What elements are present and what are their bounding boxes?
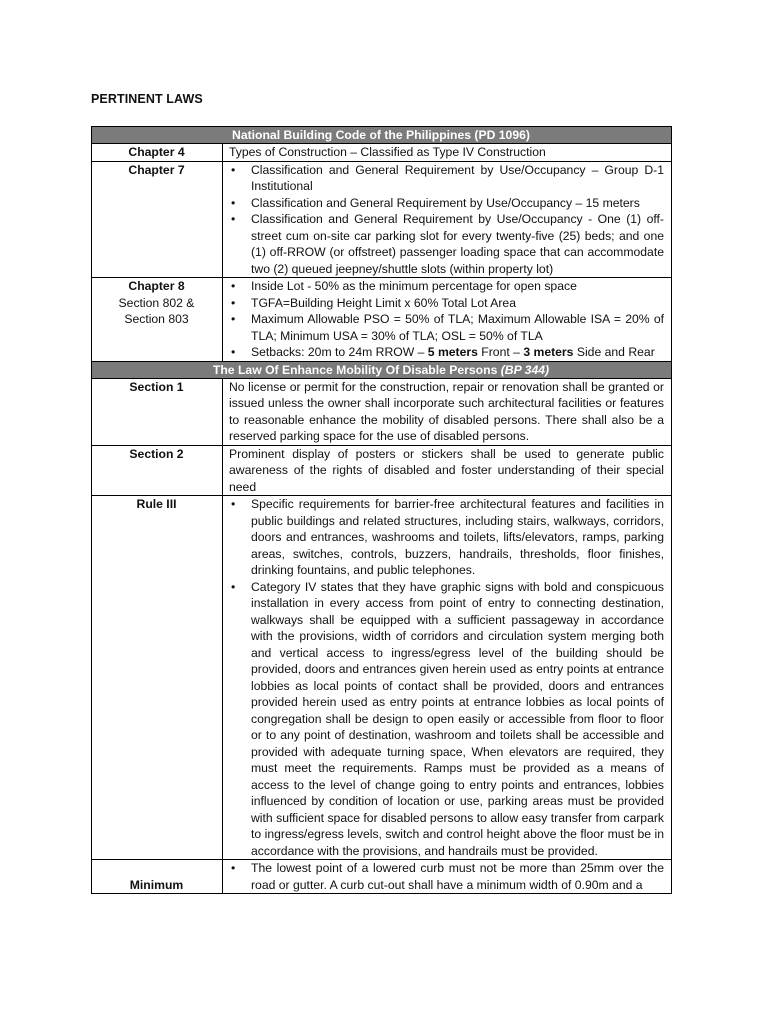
section1-text: No license or permit for the construction, repair or renovation shall be granted or issued unless the owner shall incorporate such architectural facilities or features to reasonable enhance the mobility of disabled persons. There shall also be a reserved parking space for the use of disabled persons. (223, 378, 672, 445)
rule3-content (223, 496, 672, 860)
setbacks-side: 3 meters (523, 345, 574, 359)
table-row (92, 445, 672, 496)
list-item: • Classification and General Requirement by Use/Occupancy – 15 meters (251, 195, 664, 212)
bp344-title-cell (92, 361, 672, 378)
chapter8-content (223, 278, 672, 362)
chapter7-content (223, 161, 672, 278)
section2-label (92, 445, 223, 496)
list-item: • The lowest point of a lowered curb must not be more than 25mm over the road or gutter. A curb cut-out shall have a minimum width of 0.90m and a (251, 860, 664, 893)
table-row (92, 144, 672, 162)
table-row (92, 496, 672, 860)
setbacks-item (251, 344, 664, 361)
pertinent-laws-table (91, 126, 672, 894)
bp344-header-row (92, 361, 672, 378)
row-label: Section 2 (129, 446, 184, 461)
list-item: • Category IV states that they have graphic signs with bold and conspicuous installation in every access from point of entry to connecting destination, walkways shall be equipped with a sufficient passageway in accordance with the provisions, width of corridors and circulation system merging both and vertical access to ingress/egress level of the building should be provided, doors and entrances given herein used as entry points at entrance lobbies as local points of contact shall be provided, doors and entrances provided herein used as entry points at entrance lobbies as local points of congregation shall be design to open easily or accessible from floor to floor or to any point of destination, washroom and toilets shall be accessible and provided with adequate turning space, When elevators are required, they must meet the requirements. Ramps must be provided as a means of access to the level of change going to entry points and entrances, lobbies influenced by condition of location or use, parking areas must be provided with sufficient space for disabled persons to allow easy transfer from carpark to ingress/egress levels, switch and control height above the floor must be in accordance with the provisions, and handrails must be provided. (251, 579, 664, 860)
table-row (92, 860, 672, 894)
chapter8-label (92, 278, 223, 362)
row-label: Rule III (136, 497, 177, 511)
list-item: • Inside Lot - 50% as the minimum percentage for open space (251, 278, 664, 295)
section1-label (92, 378, 223, 445)
chapter4-text: Types of Construction – Classified as Type IV Construction (223, 144, 672, 162)
list-item: • Specific requirements for barrier-free architectural features and facilities in public buildings and related structures, including stairs, walkways, corridors, doors and entrances, washrooms and toilets, lifts/elevators, ramps, parking areas, switches, controls, buzzers, handrails, thresholds, floor finishes, drinking fountains, and public telephones. (251, 496, 664, 579)
setbacks-front: 5 meters (427, 345, 478, 359)
row-label: Chapter 7 (128, 162, 185, 177)
setbacks-prefix: Setbacks: 20m to 24m RROW – (251, 345, 428, 359)
row-label: Section 1 (129, 379, 184, 394)
list-item: • Maximum Allowable PSO = 50% of TLA; Maximum Allowable ISA = 20% of TLA; Minimum USA = 30% of TLA; OSL = 50% of TLA (251, 311, 664, 344)
section2-text: Prominent display of posters or stickers shall be used to generate public awareness of the rights of disabled and foster understanding of their special need (223, 445, 672, 496)
table-row (92, 278, 672, 362)
list-item: • Classification and General Requirement by Use/Occupancy - One (1) off-street cum on-site car parking slot for every twenty-five (25) beds; and one (1) off-RROW (or offstreet) passenger loading space that can accommodate two (2) queued jeepney/shuttle slots (within property lot) (251, 211, 664, 277)
page-heading: PERTINENT LAWS (91, 92, 203, 106)
bp344-title: The Law Of Enhance Mobility Of Disable Persons (212, 362, 498, 377)
chapter4-label (92, 144, 223, 162)
row-label: Chapter 8 (128, 279, 185, 293)
list-item: • Classification and General Requirement by Use/Occupancy – Group D-1 Institutional (251, 162, 664, 195)
row-sublabel: Section 802 & (118, 295, 195, 310)
chapter7-label (92, 161, 223, 278)
row-label: Minimum (129, 877, 184, 892)
minimum-content (223, 860, 672, 894)
bp344-title-ref: (BP 344) (500, 362, 550, 377)
setbacks-mid: Front – (477, 345, 524, 359)
nbc-header-row (92, 127, 672, 144)
row-label: Chapter 4 (128, 145, 185, 159)
table-row (92, 161, 672, 278)
rule3-label (92, 496, 223, 860)
table-row (92, 378, 672, 445)
minimum-label (92, 860, 223, 894)
list-item: • TGFA=Building Height Limit x 60% Total Lot Area (251, 295, 664, 312)
nbc-title: National Building Code of the Philippines (PD 1096) (92, 127, 672, 144)
row-sublabel: Section 803 (124, 312, 189, 326)
setbacks-suffix: Side and Rear (573, 345, 655, 359)
